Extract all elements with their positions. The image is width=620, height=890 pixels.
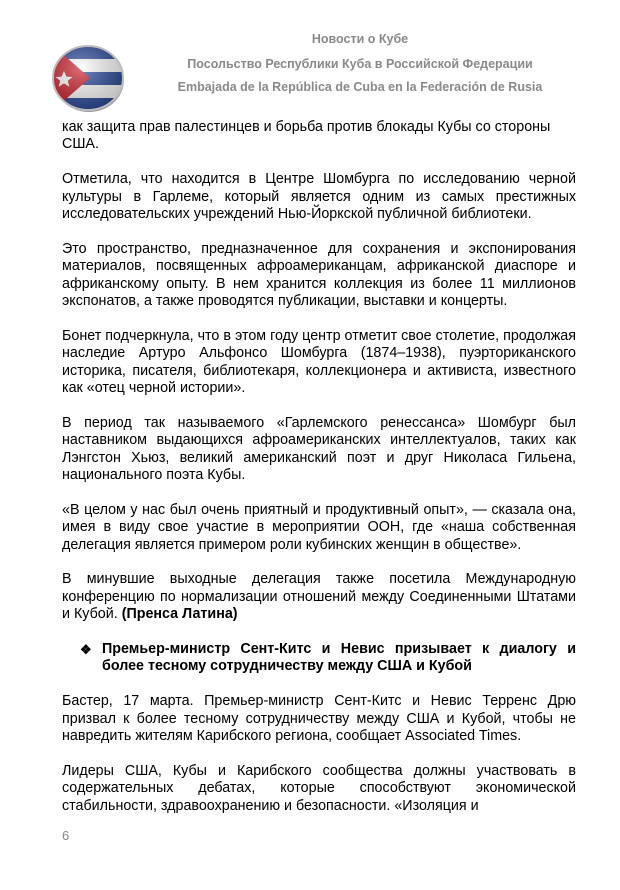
cuban-flag-emblem-icon [50, 43, 126, 113]
paragraph [62, 571, 576, 623]
paragraph: Лидеры США, Кубы и Карибского сообщества должны участвовать в содержательных дебатах, которые способствуют экономической стабильности, здравоохранению и безопасности. «Изоляция и [62, 762, 576, 814]
header-embassy-russian: Посольство Республики Куба в Российской Федерации [187, 57, 533, 71]
paragraph: Отметила, что находится в Центре Шомбурга по исследованию черной культуры в Гарлеме, который является одним из самых престижных исследовательских учреждений Нью-Йоркской публичной библиотеки. [62, 171, 576, 223]
page-header [0, 0, 620, 110]
header-embassy-spanish: Embajada de la República de Cuba en la Federación de Rusia [177, 80, 543, 94]
page-number: 6 [62, 828, 70, 843]
news-source: (Пренса Латина) [121, 606, 238, 623]
paragraph: Бонет подчеркнула, что в этом году центр отметит свое столетие, продолжая наследие Артуро Альфонсо Шомбурга (1874–1938), пуэрториканского историка, писателя, библиотекаря, коллекционера и активиста, известного как «отец черной истории». [62, 327, 576, 397]
paragraph-text: В минувшие выходные делегация также посетила Международную конференцию по нормализации отношений между Соединенными Штатами и Кубой. [62, 571, 576, 623]
header-newsletter-title: Новости о Кубе [311, 32, 409, 46]
document-body [62, 119, 576, 833]
article-heading [62, 641, 576, 676]
paragraph: «В целом у нас был очень приятный и продуктивный опыт», — сказала она, имея в виду свое участие в мероприятии ООН, где «наша собственная делегация является примером роли кубинских женщин в обществе». [62, 501, 576, 553]
paragraph: В период так называемого «Гарлемского ренессанса» Шомбург был наставником выдающихся афроамериканских интеллектуалов, таких как Лэнгстон Хьюз, великий американский поэт и друг Николаса Гильена, национального поэта Кубы. [62, 414, 576, 484]
article-title: Премьер-министр Сент-Китс и Невис призывает к диалогу и более тесному сотрудничеству между США и Кубой [102, 641, 576, 675]
paragraph: Это пространство, предназначенное для сохранения и экспонирования материалов, посвященных афроамериканцам, африканской диаспоре и африканскому опыту. В нем хранится коллекция из более 11 миллионов экспонатов, а также проводятся публикации, выставки и концерты. [62, 240, 576, 310]
paragraph: как защита прав палестинцев и борьба против блокады Кубы со стороны США. [62, 119, 551, 153]
diamond-bullet-icon: ❖ [80, 642, 92, 658]
paragraph: Бастер, 17 марта. Премьер-министр Сент-Китс и Невис Терренс Дрю призвал к более тесному сотрудничеству между США и Кубой, чтобы не навредить жителям Карибского региона, сообщает Associated Times. [62, 693, 576, 745]
